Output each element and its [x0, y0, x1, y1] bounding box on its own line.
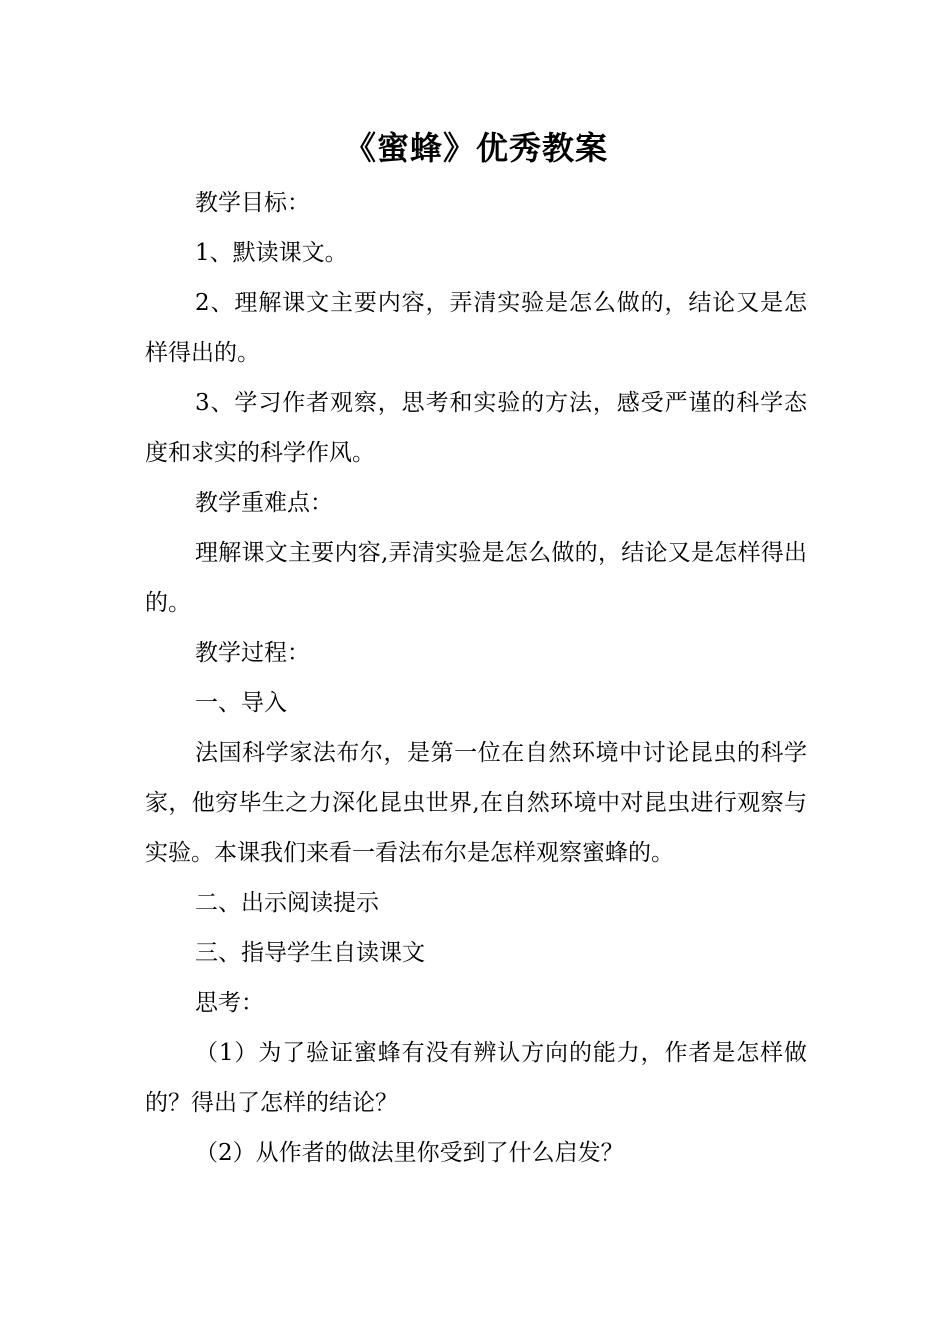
document-body [145, 126, 807, 1178]
paragraph-teaching-goals-heading: 教学目标： [195, 190, 310, 216]
paragraph-section-self-reading: 三、指导学生自读课文 [195, 940, 425, 966]
paragraph-think-heading: 思考： [195, 990, 264, 1016]
paragraph-key-points-heading: 教学重难点： [195, 490, 333, 516]
paragraph-question-1: （1）为了验证蜜蜂有没有辨认方向的能力，作者是怎样做的？得出了怎样的结论？ [145, 1040, 807, 1116]
paragraph-section-intro: 一、导入 [195, 690, 287, 716]
paragraph-intro-text: 法国科学家法布尔，是第一位在自然环境中讨论昆虫的科学家，他穷毕生之力深化昆虫世界,在自然环境中对昆虫进行观察与实验。本课我们来看一看法布尔是怎样观察蜜蜂的。 [145, 740, 807, 866]
paragraph-goal-2: 2、理解课文主要内容，弄清实验是怎么做的，结论又是怎样得出的。 [145, 290, 807, 366]
paragraph-process-heading: 教学过程： [195, 640, 310, 666]
document-title: 《蜜蜂》优秀教案 [343, 129, 608, 167]
paragraph-section-reading-tips: 二、出示阅读提示 [195, 890, 379, 916]
paragraph-question-2: （2）从作者的做法里你受到了什么启发？ [195, 1140, 624, 1166]
paragraph-goal-1: 1、默读课文。 [195, 240, 348, 266]
paragraph-key-points: 理解课文主要内容,弄清实验是怎么做的，结论又是怎样得出的。 [145, 540, 807, 616]
paragraph-goal-3: 3、学习作者观察，思考和实验的方法，感受严谨的科学态度和求实的科学作风。 [145, 390, 807, 466]
